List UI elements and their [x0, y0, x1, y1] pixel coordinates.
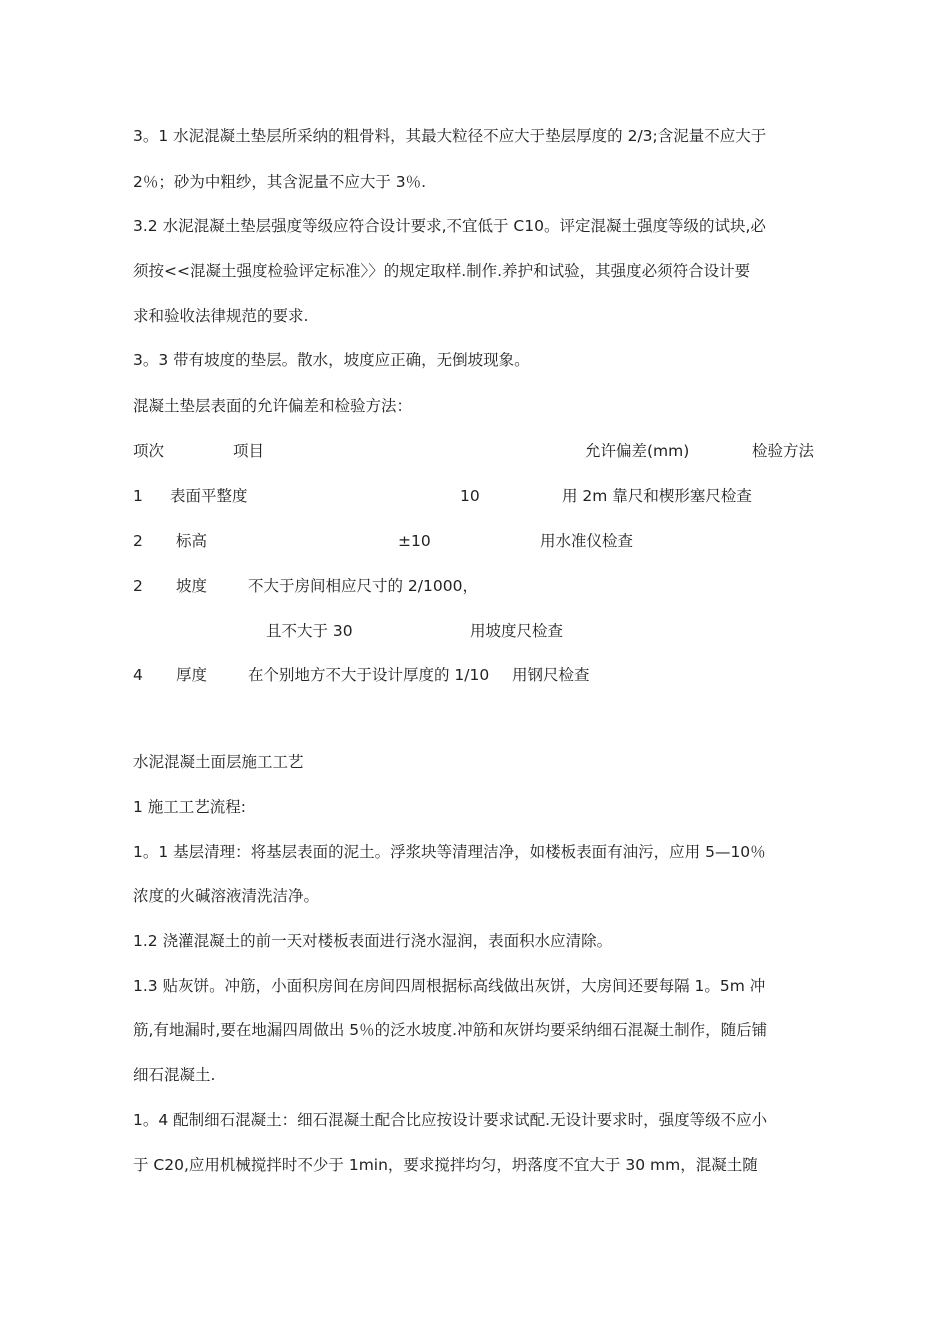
- row-item: 厚度: [176, 666, 208, 684]
- row-deviation-continued: 且不大于 30: [266, 622, 353, 640]
- table-title: 混凝土垫层表面的允许偏差和检验方法：: [133, 397, 413, 415]
- paragraph-3-1-line-2: 2％；砂为中粗纱，其含泥量不应大于 3％.: [133, 173, 427, 191]
- paragraph-3-3: 3。3 带有坡度的垫层。散水，坡度应正确，无倒坡现象。: [133, 351, 530, 369]
- row-deviation: 不大于房间相应尺寸的 2/1000，: [248, 577, 478, 595]
- row-deviation: ±10: [398, 532, 431, 550]
- paragraph-1-4-line-2: 于 C20,应用机械搅拌时不少于 1min，要求搅拌均匀，坍落度不宜大于 30 mm，混凝土随: [133, 1156, 758, 1174]
- header-method: 检验方法: [752, 442, 815, 460]
- paragraph-1-2: 1.2 浇灌混凝土的前一天对楼板表面进行浇水湿润，表面积水应清除。: [133, 932, 613, 950]
- paragraph-3-2-line-2: 须按<<混凝土强度检验评定标准〉〉的规定取样.制作.养护和试验，其强度必须符合设计要: [133, 262, 751, 280]
- header-item: 项目: [233, 442, 265, 460]
- row-no: 1: [133, 487, 143, 505]
- row-item: 表面平整度: [170, 487, 248, 505]
- paragraph-1-3-line-3: 细石混凝土.: [133, 1066, 216, 1084]
- process-subheading: 1 施工工艺流程:: [133, 798, 247, 816]
- row-deviation: 在个别地方不大于设计厚度的 1/10: [248, 666, 490, 684]
- row-method: 用水准仪检查: [540, 532, 634, 550]
- row-method: 用坡度尺检查: [470, 622, 564, 640]
- section-heading: 水泥混凝土面层施工工艺: [133, 753, 304, 771]
- row-item: 坡度: [176, 577, 208, 595]
- row-no: 2: [133, 532, 143, 550]
- row-item: 标高: [176, 532, 208, 550]
- paragraph-1-1-line-1: 1。1 基层清理：将基层表面的泥土。浮浆块等清理洁净，如楼板表面有油污，应用 5—10％: [133, 843, 766, 861]
- row-method: 用 2m 靠尺和楔形塞尺检查: [562, 487, 752, 505]
- paragraph-3-2-line-3: 求和验收法律规范的要求.: [133, 307, 309, 325]
- paragraph-1-3-line-1: 1.3 贴灰饼。冲筋，小面积房间在房间四周根据标高线做出灰饼，大房间还要每隔 1。5m 冲: [133, 977, 766, 995]
- row-method: 用钢尺检查: [512, 666, 590, 684]
- paragraph-1-4-line-1: 1。4 配制细石混凝土：细石混凝土配合比应按设计要求试配.无设计要求时，强度等级不应小: [133, 1111, 768, 1129]
- paragraph-1-3-line-2: 筋,有地漏时,要在地漏四周做出 5％的泛水坡度.冲筋和灰饼均要采纳细石混凝土制作，随后铺: [133, 1021, 768, 1039]
- row-no: 2: [133, 577, 143, 595]
- paragraph-1-1-line-2: 浓度的火碱溶液清洗洁净。: [133, 887, 320, 905]
- header-no: 项次: [133, 442, 165, 460]
- header-deviation: 允许偏差(mm): [585, 442, 690, 460]
- row-no: 4: [133, 666, 143, 684]
- paragraph-3-2-line-1: 3.2 水泥混凝土垫层强度等级应符合设计要求,不宜低于 C10。评定混凝土强度等级的试块,必: [133, 217, 766, 235]
- row-deviation: 10: [460, 487, 480, 505]
- paragraph-3-1-line-1: 3。1 水泥混凝土垫层所采纳的粗骨料，其最大粒径不应大于垫层厚度的 2/3;含泥量不应大于: [133, 127, 767, 145]
